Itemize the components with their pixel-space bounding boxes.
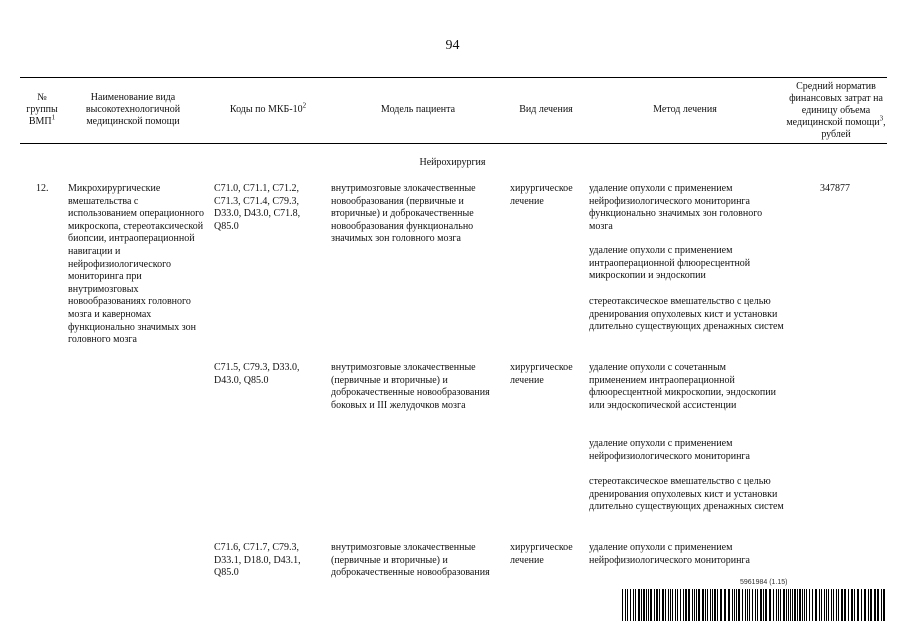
row-2-method-2: удаление опухоли с применением нейрофизиологического мониторинга: [589, 438, 750, 462]
row-2-method-1: удаление опухоли с сочетанным применением интраоперационной флюоресцентной микроскопии, эндоскопии или эндоскопической ассистенции: [589, 362, 776, 411]
header-bottom-rule: [20, 143, 887, 144]
row-1-treatment: хирургическое лечение: [510, 183, 573, 207]
header-group-number: № группы ВМП$^1$: [26, 92, 58, 127]
table-top-rule: [20, 77, 887, 78]
row-3-codes: C71.6, C71.7, C79.3, D33.1, D18.0, D43.1, Q85.0: [214, 542, 301, 579]
header-cost-standard: Средний норматив финансовых затрат на единицу объема медицинской помощи$^3$, рублей: [786, 81, 886, 140]
group-name: Микрохирургические вмешательства с использованием операционного микроскопа, стереотаксической биопсии, интраоперационной навигации и нейрофизиологического мониторинга при внутримозговых новообразованиях головного мозга и каверномах функционально значимых зон головного мозга: [68, 183, 204, 346]
row-1-codes: C71.0, C71.1, C71.2, C71.3, C71.4, C79.3, D33.0, D43.0, C71.8, Q85.0: [214, 183, 301, 232]
header-treatment-type: Вид лечения: [519, 104, 573, 115]
row-3-model: внутримозговые злокачественные (первичные и вторичные) и доброкачественные новообразования: [331, 542, 490, 579]
group-cost: 347877: [820, 183, 850, 194]
barcode-image: [622, 589, 888, 621]
row-2-treatment: хирургическое лечение: [510, 362, 573, 386]
row-1-method-1: удаление опухоли с применением нейрофизиологического мониторинга функционально значимых зон головного мозга: [589, 183, 763, 232]
row-1-model: внутримозговые злокачественные новообразования (первичные и вторичные) и доброкачественные новообразования функционально значимых зон головного мозга: [331, 183, 476, 245]
header-icd-codes: Коды по МКБ-$10^2$: [229, 101, 307, 115]
row-1-method-2: удаление опухоли с применением интраоперационной флюоресцентной микроскопии и эндоскопии: [589, 245, 751, 282]
row-2-codes: C71.5, C79.3, D33.0, D43.0, Q85.0: [214, 362, 300, 386]
page-number: 94: [445, 38, 460, 53]
header-care-type: Наименование вида высокотехнологичной медицинской помощи: [85, 92, 181, 127]
section-title: Нейрохирургия: [419, 157, 486, 168]
row-1-method-3: стереотаксическое вмешательство с целью дренирования опухолевых кист и установки длительно существующих дренажных систем: [589, 296, 784, 333]
header-patient-model: Модель пациента: [380, 104, 456, 115]
row-3-treatment: хирургическое лечение: [510, 542, 573, 566]
header-treatment-method: Метод лечения: [653, 104, 717, 115]
row-2-model: внутримозговые злокачественные (первичные и вторичные) и доброкачественные новообразования боковых и III желудочков мозга: [331, 362, 490, 411]
group-number: 12.: [36, 183, 49, 194]
row-2-method-3: стереотаксическое вмешательство с целью дренирования опухолевых кист и установки длительно существующих дренажных систем: [589, 476, 784, 513]
barcode-label: 5961984 (1.15): [740, 579, 788, 586]
row-3-method-1: удаление опухоли с применением нейрофизиологического мониторинга: [589, 542, 750, 566]
